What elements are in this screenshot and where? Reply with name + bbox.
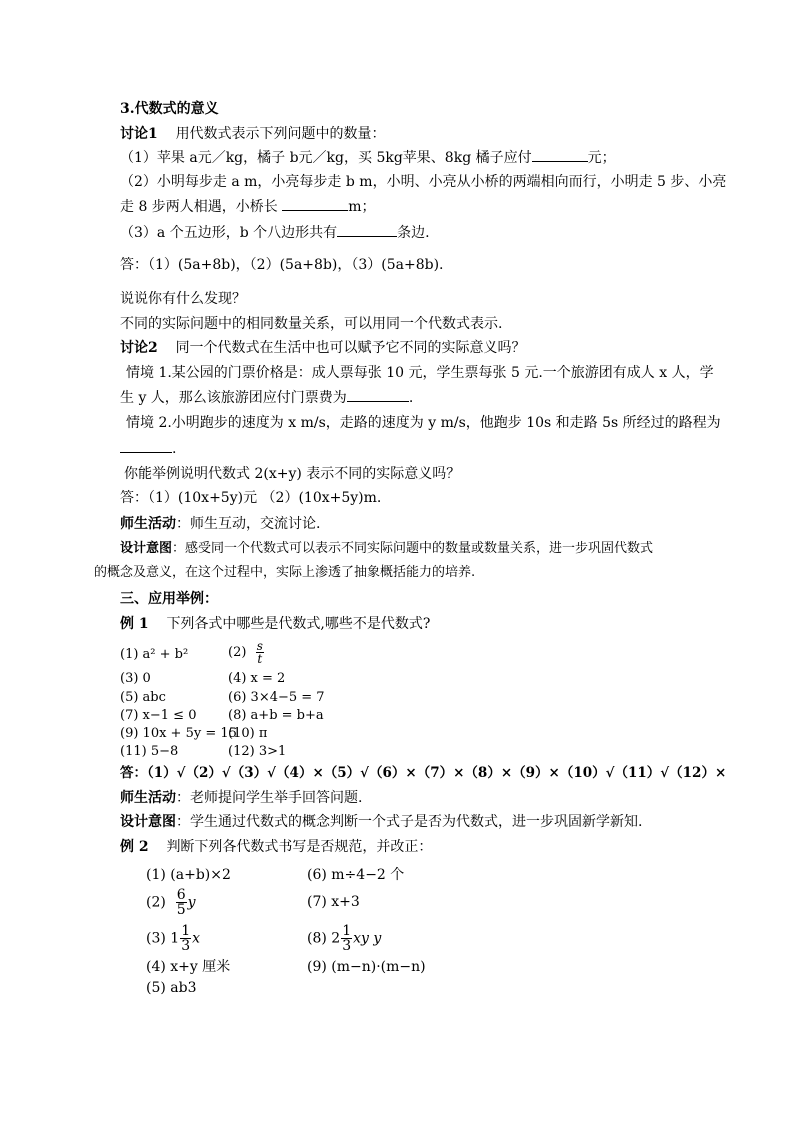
- scenario1-end: .: [408, 390, 414, 406]
- ex1-item-right: (12) 3>1: [228, 744, 287, 759]
- discussion2-line: [120, 339, 526, 357]
- activity-text: ：老师提问学生举手回答问题.: [176, 790, 363, 806]
- activity-line: [120, 789, 362, 807]
- ex1-item-left: (1) a² + b²: [120, 647, 189, 662]
- example2-text: 判断下列各代数式书写是否规范，并改正：: [166, 839, 433, 855]
- ex2-item-right: (6) m÷4−2 个: [307, 867, 405, 883]
- question3-end: 条边.: [397, 225, 430, 241]
- activity-label: 师生活动: [120, 516, 176, 532]
- ex2-item-right: (9) (m−n)·(m−n): [307, 959, 426, 975]
- question1-text: （1）苹果 a元／kg，橘子 b元／kg，买 5kg苹果、8kg 橘子应付: [120, 150, 532, 166]
- ex1-item-right: (6) 3×4−5 = 7: [228, 690, 325, 705]
- section-title: 3.代数式的意义: [120, 101, 219, 117]
- design-label: 设计意图: [120, 814, 176, 830]
- question2-end: m；: [348, 199, 376, 215]
- question2-line2: [120, 198, 376, 216]
- scenario2-line1: 情境 2.小明跑步的速度为 x m/s，走路的速度为 y m/s，他跑步 10s 和走路 5s 所经过的路程为: [126, 415, 721, 431]
- scenario1-line1: 情境 1.某公园的门票价格是：成人票每张 10 元，学生票每张 5 元.一个旅游团有成人 x 人，学: [126, 365, 714, 381]
- fraction-numerator: 1: [181, 923, 191, 939]
- scenario1-text: 生 y 人，那么该旅游团应付门票费为: [120, 390, 347, 406]
- ex2-item-left: (4) x+y 厘米: [146, 959, 231, 975]
- activity-text: ：师生互动，交流讨论.: [176, 516, 321, 532]
- fraction-denominator: 3: [342, 938, 352, 954]
- design-line1: [120, 540, 653, 558]
- ex2-item-suffix: y: [187, 894, 196, 911]
- discussion1-line: [120, 125, 386, 143]
- discussion2-text: 同一个代数式在生活中也可以赋予它不同的实际意义吗？: [175, 340, 526, 356]
- ex2-item-prefix: (8) 2: [307, 930, 341, 947]
- example2-label: 例 2: [120, 839, 149, 855]
- question-2xy: 你能举例说明代数式 2(x+y) 表示不同的实际意义吗？: [124, 466, 461, 482]
- ex1-item-left: (9) 10x + 5y = 15: [120, 726, 237, 741]
- fraction-denominator: 3: [181, 938, 191, 954]
- design-label: 设计意图: [120, 541, 173, 556]
- fraction-numerator: s: [256, 639, 263, 653]
- activity-label: 师生活动: [120, 790, 176, 806]
- ex1-item-left: (11) 5−8: [120, 744, 179, 759]
- discussion1-label: 讨论1: [120, 126, 158, 142]
- activity-line: [120, 515, 320, 533]
- scenario1-line2: [120, 389, 413, 407]
- fraction: [180, 924, 191, 953]
- design-text: ：感受同一个代数式可以表示不同实际问题中的数量或数量关系，进一步巩固代数式: [172, 541, 654, 556]
- answer-blank: [347, 389, 409, 402]
- ex2-item-left: [146, 888, 196, 917]
- ex2-item-suffix: xy y: [353, 930, 382, 947]
- ex2-item-prefix: (2): [146, 894, 166, 911]
- fraction: [176, 888, 187, 917]
- answer-blank: [532, 149, 588, 162]
- scenario2-line2: [120, 440, 176, 458]
- example1-answer: 答：（1）√（2）√（3）√（4）×（5）√（6）×（7）×（8）×（9）×（10）√（11）√（12）×: [120, 765, 727, 781]
- design-text: ：学生通过代数式的概念判断一个式子是否为代数式，进一步巩固新学新知.: [176, 814, 643, 830]
- ex1-item-right: [228, 640, 265, 665]
- fraction-numerator: 1: [342, 923, 352, 939]
- design-line: [120, 813, 642, 831]
- discover-question: 说说你有什么发现？: [120, 291, 246, 307]
- question2-line1: （2）小明每步走 a m，小亮每步走 b m，小明、小亮从小桥的两端相向而行，小明走 5 步、小亮: [120, 174, 727, 190]
- answer-blank: [282, 198, 348, 211]
- question3-text: （3）a 个五边形，b 个八边形共有: [120, 225, 338, 241]
- ex1-item-right: (8) a+b = b+a: [228, 708, 324, 723]
- fraction: [341, 924, 352, 953]
- answer-line: 答：（1）(5a+8b)，（2）(5a+8b)，（3）(5a+8b).: [120, 257, 444, 273]
- example1-label: 例 1: [120, 616, 149, 632]
- scenario2-end: .: [172, 441, 177, 457]
- ex1-item-left: (3) 0: [120, 671, 151, 686]
- fraction: [256, 640, 264, 665]
- ex2-item-left: [146, 924, 200, 953]
- ex2-item-prefix: (3) 1: [146, 930, 180, 947]
- question2-text: 走 8 步两人相遇，小桥长: [120, 199, 278, 215]
- application-title: 三、应用举例：: [120, 591, 218, 607]
- discussion2-label: 讨论2: [120, 340, 158, 356]
- ex1-item-right: (4) x = 2: [228, 671, 286, 686]
- answer2-line: 答：（1）(10x+5y)元 （2）(10x+5y)m.: [120, 490, 382, 506]
- design-line2: 的概念及意义，在这个过程中，实际上渗透了抽象概括能力的培养.: [94, 565, 476, 580]
- example2-line: [120, 838, 432, 856]
- fraction-denominator: t: [257, 652, 263, 666]
- ex1-item-left: (7) x−1 ≤ 0: [120, 708, 197, 723]
- ex1-item-prefix: (2): [228, 645, 247, 660]
- ex2-item-right: [307, 924, 381, 953]
- ex2-item-suffix: x: [192, 930, 201, 947]
- fraction-denominator: 5: [176, 902, 186, 918]
- fraction-numerator: 6: [176, 887, 186, 903]
- ex2-item-left: (1) (a+b)×2: [146, 867, 231, 883]
- answer-blank: [120, 440, 172, 453]
- question1: [120, 149, 616, 167]
- discussion1-text: 用代数式表示下列问题中的数量：: [175, 126, 386, 142]
- ex2-item-left: (5) ab3: [146, 980, 197, 996]
- ex2-item-right: (7) x+3: [307, 894, 360, 910]
- discover-answer: 不同的实际问题中的相同数量关系，可以用同一个代数式表示.: [120, 316, 503, 332]
- example1-text: 下列各式中哪些是代数式,哪些不是代数式?: [166, 616, 431, 632]
- question1-end: 元；: [587, 150, 616, 166]
- example1-line: [120, 615, 430, 633]
- question3: [120, 224, 430, 242]
- answer-blank: [337, 224, 397, 237]
- ex1-item-left: (5) abc: [120, 690, 166, 705]
- ex1-item-right: (10) π: [228, 726, 268, 741]
